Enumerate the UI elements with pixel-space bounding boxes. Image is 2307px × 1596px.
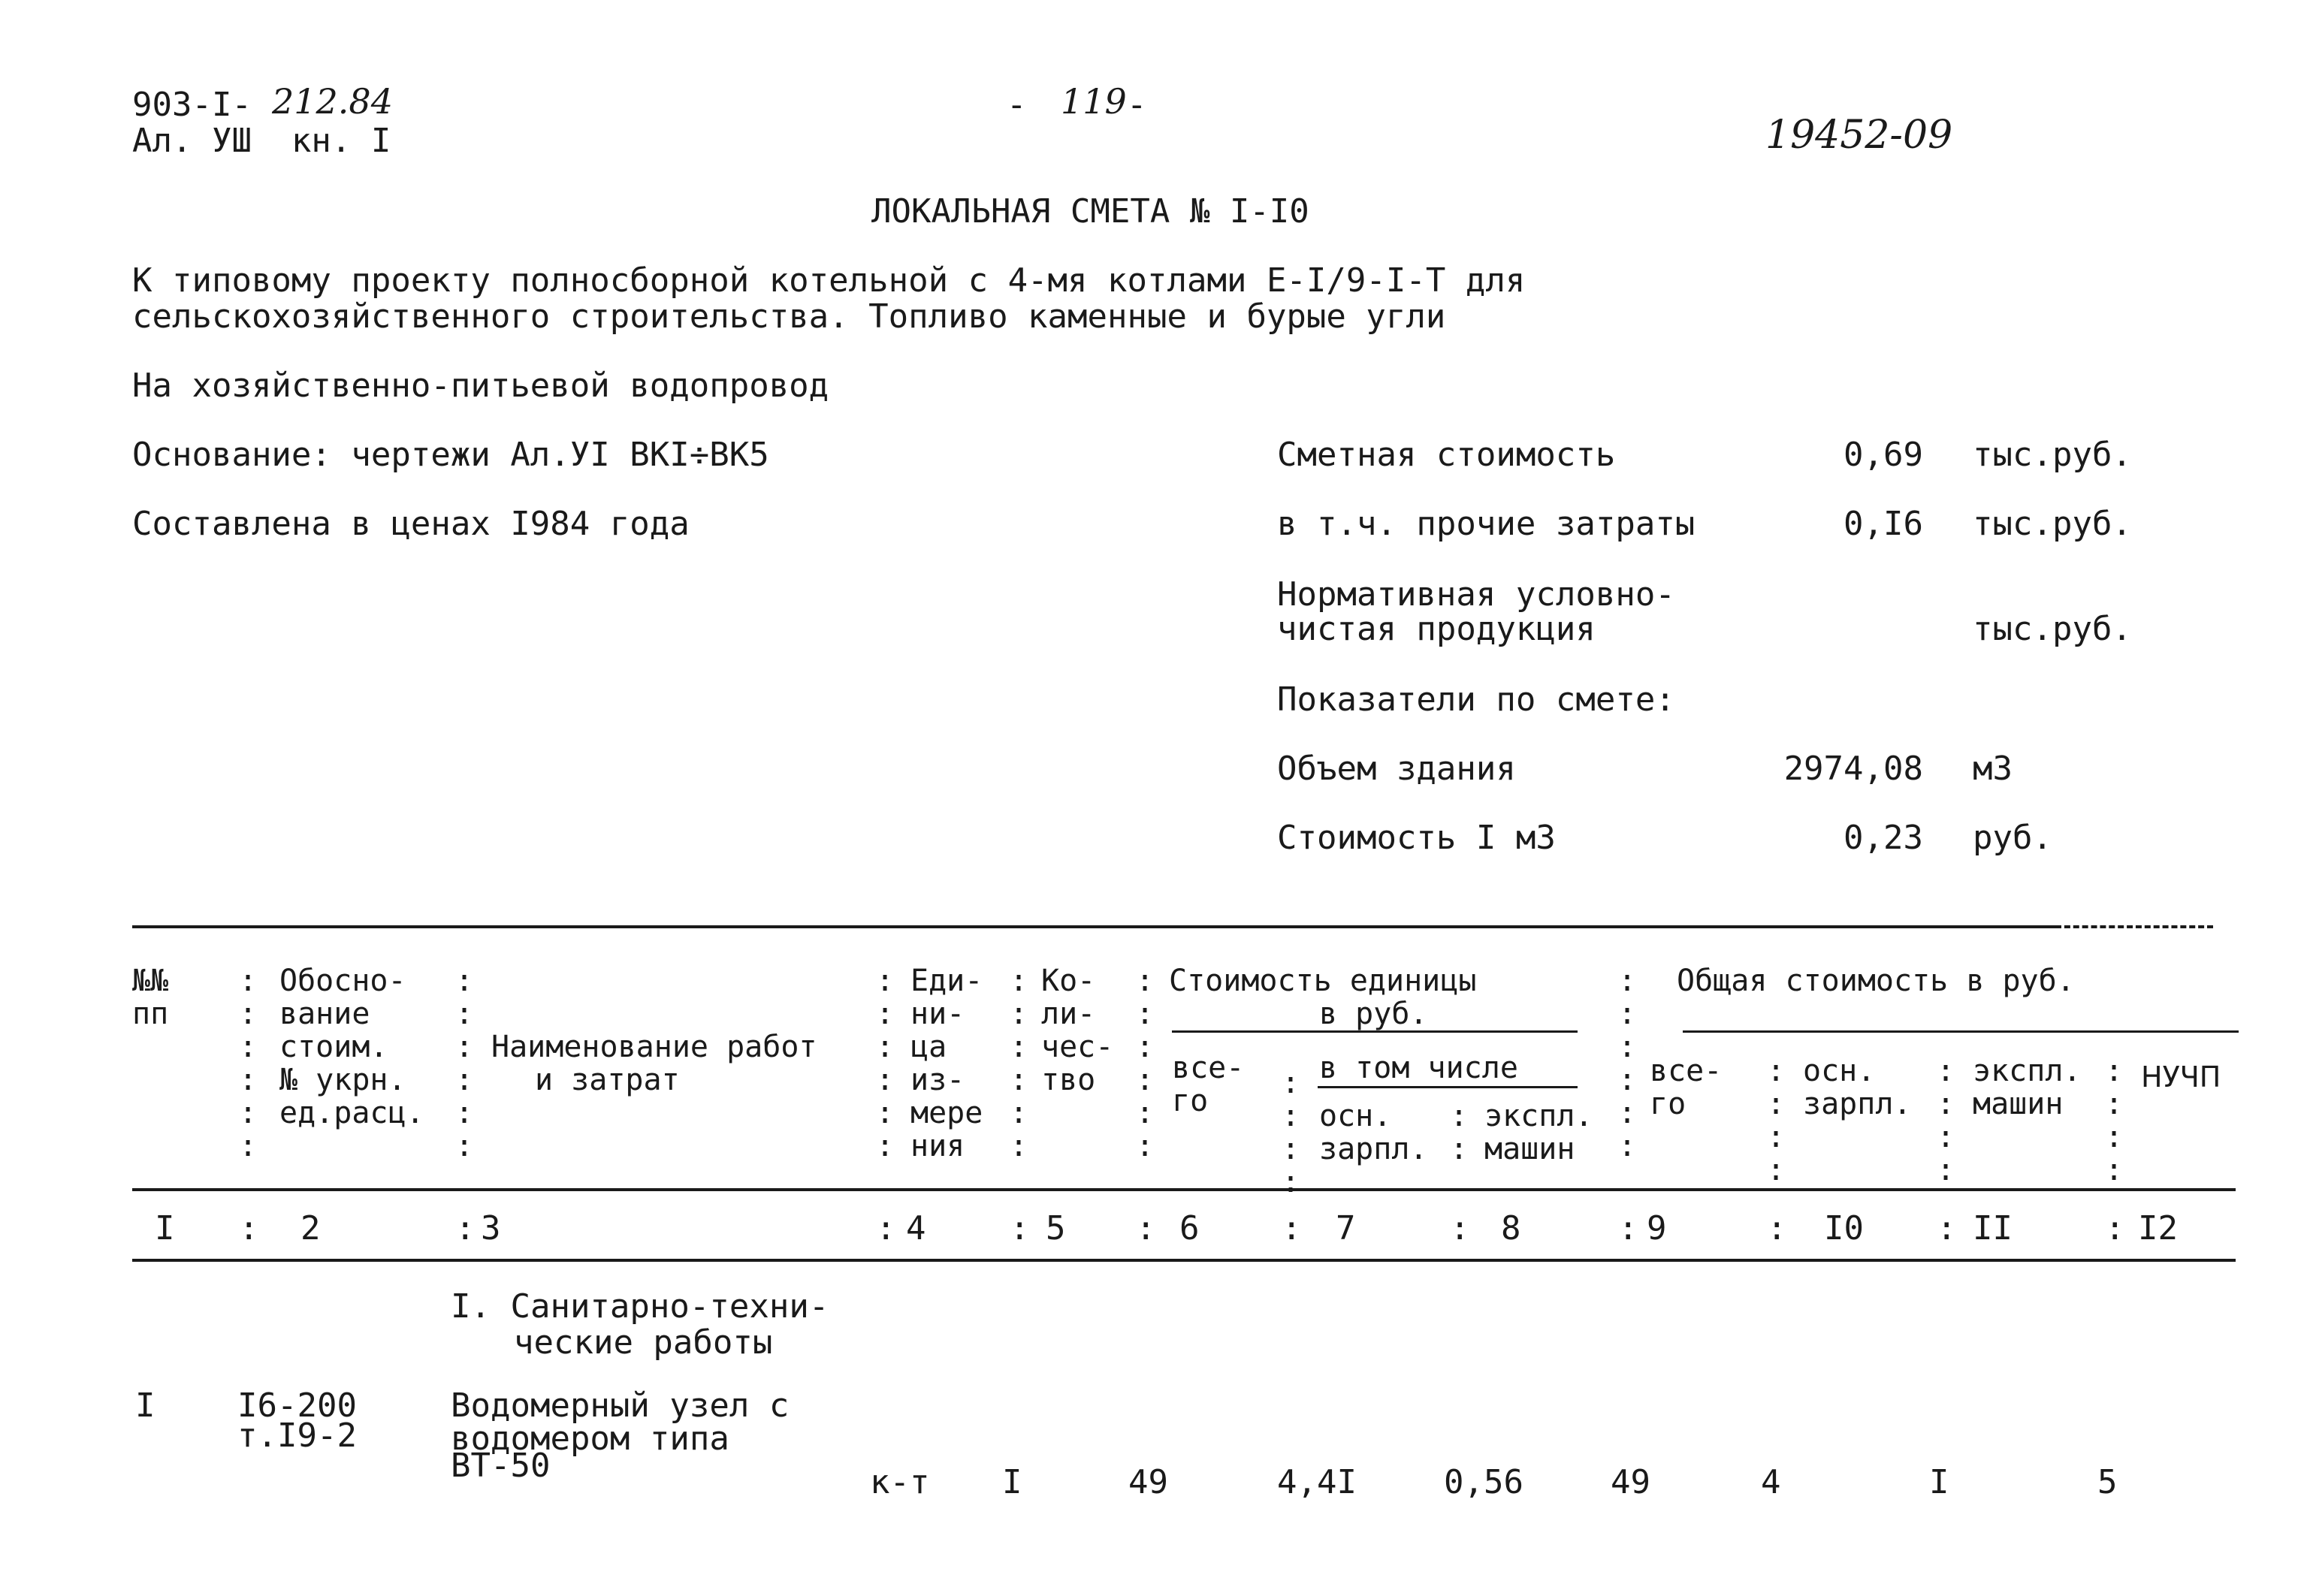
col-number: I0 (1824, 1209, 1864, 1248)
col-number: I (155, 1209, 175, 1248)
header-col-12: НУЧП (2141, 1060, 2221, 1094)
table-header-bottom-rule (132, 1188, 2236, 1191)
subject-line: На хозяйственно-питьевой водопровод (132, 367, 829, 405)
row-unit-machines: 0,56 (1444, 1463, 1523, 1501)
row-unit: к-т (870, 1463, 930, 1501)
header-col-6: все- го (1172, 1051, 1245, 1118)
header-including-group: в том числе (1319, 1051, 1518, 1085)
including-group-rule (1318, 1086, 1578, 1088)
basis-line: Основание: чертежи Ал.УI ВКI÷ВК5 (132, 436, 769, 474)
header-col-11: экспл. машин (1973, 1054, 2082, 1121)
col-sep: : : : : (1282, 1066, 1300, 1199)
cost-per-m3-label: Стоимость I м3 (1277, 819, 1556, 857)
page-number: 119 (1061, 81, 1127, 122)
document-title: ЛОКАЛЬНАЯ СМЕТА № I-I0 (871, 192, 1309, 231)
page-prefix: - (1007, 86, 1027, 124)
header-col-8: экспл. машин (1484, 1099, 1593, 1166)
description-line-1: К типовому проекту полносборной котельной с 4-мя котлами Е-I/9-I-Т для (132, 261, 1526, 300)
volume-value: 2974,08 (1783, 750, 1923, 788)
col-sep: : (876, 1209, 896, 1248)
col-sep: : (1767, 1209, 1787, 1248)
col-sep: : : : : : : (1618, 964, 1637, 1163)
col-sep: : (455, 1209, 476, 1248)
volume-unit: м3 (1973, 750, 2013, 788)
col-number: II (1973, 1209, 2013, 1248)
estimated-cost-value: 0,69 (1843, 436, 1923, 474)
row-total-wage: 4 (1761, 1463, 1781, 1501)
col-sep: : (1282, 1209, 1302, 1248)
normative-unit: тыс.руб. (1973, 610, 2132, 648)
col-sep: : : : : (2105, 1054, 2124, 1187)
album-label: Ал. УШ кн. I (132, 122, 391, 160)
col-sep: : : : : : : (239, 964, 258, 1163)
row-unit-wage: 4,4I (1277, 1463, 1357, 1501)
header-col-3: Наименование работ и затрат (491, 1030, 817, 1097)
col-sep: : (239, 1209, 259, 1248)
col-number: 7 (1336, 1209, 1356, 1248)
cost-per-m3-unit: руб. (1973, 819, 2052, 857)
col-sep: : (1010, 1209, 1030, 1248)
table-top-rule (132, 925, 2055, 928)
prices-year-line: Составлена в ценах I984 года (132, 505, 690, 543)
col-number: 3 (481, 1209, 501, 1248)
section-heading: I. Санитарно-техни- ческие работы (451, 1287, 829, 1362)
column-numbers-rule (132, 1259, 2236, 1262)
col-sep: : : (1450, 1099, 1469, 1166)
total-cost-group-rule (1683, 1030, 2239, 1033)
col-sep: : : : : : : (1136, 964, 1155, 1163)
col-sep: : (1136, 1209, 1156, 1248)
normative-label-2: чистая продукция (1277, 610, 1596, 648)
col-number: 9 (1647, 1209, 1667, 1248)
other-costs-value: 0,I6 (1843, 505, 1923, 543)
header-col-1: №№ пп (132, 964, 169, 1031)
col-sep: : (2105, 1209, 2125, 1248)
row-nuchp: 5 (2097, 1463, 2118, 1501)
col-sep: : (1450, 1209, 1470, 1248)
header-total-cost-group: Общая стоимость в руб. (1677, 964, 2075, 998)
col-sep: : : : : : : (1010, 964, 1028, 1163)
col-number: 5 (1046, 1209, 1066, 1248)
description-line-2: сельскохозяйственного строительства. Топливо каменные и бурые угли (132, 297, 1446, 336)
row-total-machines: I (1929, 1463, 1949, 1501)
page-suffix: - (1127, 86, 1147, 124)
table-top-rule-dashed (2055, 925, 2213, 928)
col-number: 6 (1179, 1209, 1200, 1248)
estimated-cost-label: Сметная стоимость (1277, 436, 1616, 474)
col-sep: : : : : : : (876, 964, 895, 1163)
other-costs-unit: тыс.руб. (1973, 505, 2132, 543)
header-col-9: все- го (1650, 1054, 1723, 1121)
col-number: I2 (2138, 1209, 2178, 1248)
col-number: 4 (906, 1209, 926, 1248)
header-col-5: Ко- ли- чес- тво (1041, 964, 1114, 1097)
row-name: Водомерный узел с водомером типа ВТ-50 (451, 1386, 790, 1485)
inventory-number: 19452-09 (1765, 113, 1953, 158)
cost-per-m3-value: 0,23 (1843, 819, 1923, 857)
col-sep: : (1618, 1209, 1638, 1248)
estimated-cost-unit: тыс.руб. (1973, 436, 2132, 474)
col-sep: : : : : : : (455, 964, 474, 1163)
normative-label-1: Нормативная условно- (1277, 575, 1675, 614)
col-number: 8 (1501, 1209, 1521, 1248)
project-code: 903-I- (132, 86, 252, 124)
row-quantity: I (1002, 1463, 1022, 1501)
row-number: I (135, 1386, 156, 1425)
header-col-4: Еди- ни- ца из- мере ния (910, 964, 983, 1163)
col-sep: : : : : (1937, 1054, 1955, 1187)
row-total: 49 (1611, 1463, 1650, 1501)
other-costs-label: в т.ч. прочие затраты (1277, 505, 1696, 543)
col-sep: : (1937, 1209, 1957, 1248)
col-sep: : : : : (1767, 1054, 1786, 1187)
header-unit-cost-group: Стоимость единицы в руб. (1169, 964, 1477, 1031)
col-number: 2 (300, 1209, 321, 1248)
indicators-label: Показатели по смете: (1277, 680, 1675, 719)
row-basis: I6-200 т.I9-2 (237, 1386, 357, 1455)
header-col-10: осн. зарпл. (1803, 1054, 1912, 1121)
header-col-7: осн. зарпл. (1319, 1099, 1428, 1166)
volume-label: Объем здания (1277, 750, 1516, 788)
project-code-handwritten: 212.84 (272, 81, 393, 122)
row-unit-total: 49 (1128, 1463, 1168, 1501)
header-col-2: Обосно- вание стоим. № укрн. ед.расц. (279, 964, 424, 1130)
